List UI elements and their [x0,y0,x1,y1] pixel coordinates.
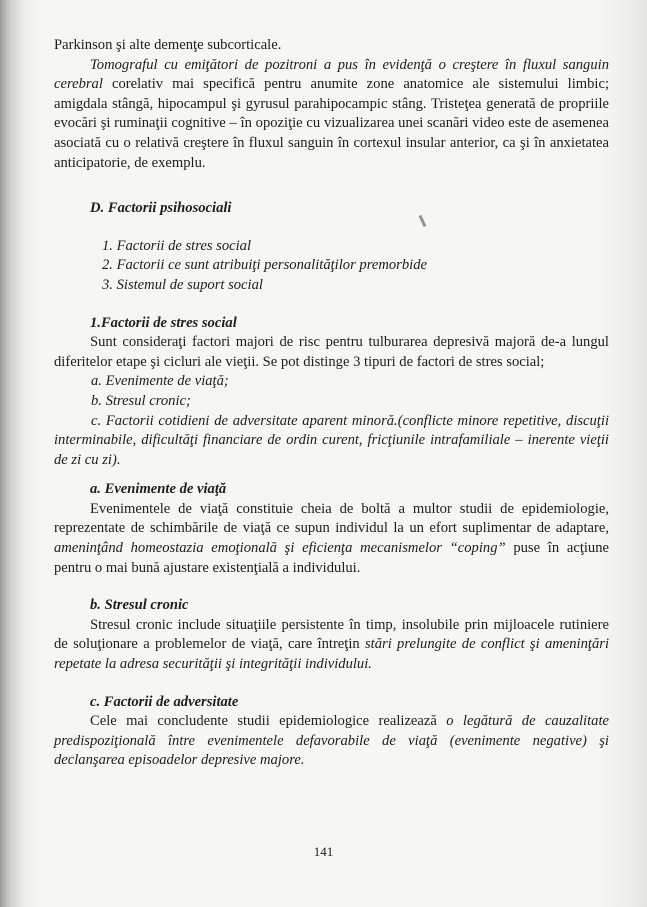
events-paragraph [54,500,609,578]
factor-list [54,237,609,296]
adversity-text: Cele mai concludente studii epidemiologice realizează [90,713,447,730]
stress-title: 1.Factorii de stres social [90,314,237,331]
stress-type-c: c. Factorii cotidieni de adversitate aparent minoră.(conflicte minore repetitive, discuţii interminabile, dificultăţi financiare de ordin curent, fricţiunile intrafamiliale – inerente vieţii de zi cu zi). [54,412,609,468]
adversity-title: c. Factorii de adversitate [90,693,239,710]
pet-italic: Tomograful cu emiţători de pozitroni a pus în evidenţă o creştere în fluxul sanguin cerebral [54,56,609,93]
factor-item: 1. Factorii de stres social [102,237,252,254]
stress-type-a: a. Evenimente de viaţă; [91,373,229,390]
stress-type-b: b. Stresul cronic; [91,392,191,409]
events-text-a: Evenimentele de viaţă constituie cheia de boltă a multor studii de epidemiologie, reprezentate de schimbările de viaţă ce supun individul la un efort suplimentar de adaptare, [54,500,609,537]
intro-line: Parkinson şi alte demenţe subcorticale. [54,37,282,53]
pet-text: corelativ mai specifică pentru anumite zone anatomice ale sistemului limbic; amigdala stângă, hipocampul şi gyrusul parahipocampic stâng. Tristeţea generată de propriile evocări şi ruminaţii cognitive – în opoziţie cu vizualizarea unei scanări video este de asemenea asociată cu o relativă creştere în fluxul sanguin în cortexul insular anterior, ca şi în anxietatea anticipatorie, de exemplu. [54,76,609,171]
events-italic: ameninţând homeostazia emoţională şi eficienţa mecanismelor “coping” [54,540,506,557]
factor-item: 2. Factorii ce sunt atribuiţi personalităţilor premorbide [102,257,427,274]
factor-item: 3. Sistemul de suport social [102,276,263,293]
intro-paragraph [54,56,609,174]
page-text [54,36,609,771]
adversity-italic: o legătură de cauzalitate predispoziţională între evenimentele defavorabile de viaţă (evenimente negative) şi declanşarea episoadelor depresive majore. [54,713,609,769]
chronic-title: b. Stresul cronic [90,597,189,614]
events-text-b: puse în acţiune pentru o mai bună ajustare existenţială a individului. [54,540,610,576]
chronic-text: Stresul cronic include situaţiile persistente în timp, insolubile prin mijloacele rutiniere de soluţionare a problemelor de viaţă, care întreţin [54,616,609,653]
adversity-paragraph [54,712,609,771]
events-title: a. Evenimente de viaţă [90,481,227,498]
chronic-italic: stări prelungite de conflict şi ameninţări repetate la adresa securităţii şi integrităţii individului. [54,636,609,673]
stress-body: Sunt consideraţi factori majori de risc pentru tulburarea depresivă majoră de-a lungul diferitelor etape şi cicluri ale vieţii. Se pot distinge 3 tipuri de factori de stres social; [54,334,609,370]
chronic-paragraph [54,616,609,675]
page-number: 141 [313,844,334,859]
section-d-title: D. Factorii psihosociali [90,200,232,217]
